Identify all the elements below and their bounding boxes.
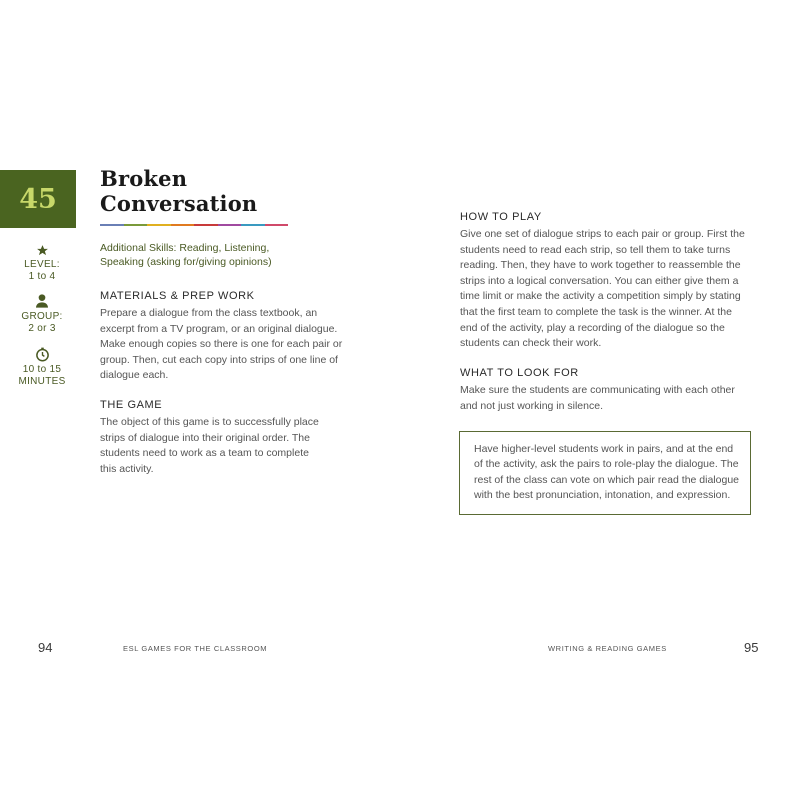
time-line-2: MINUTES (18, 376, 66, 387)
rule-segment (100, 224, 124, 226)
rule-segment (241, 224, 265, 226)
rule-segment (218, 224, 242, 226)
look-for-body: Make sure the students are communicating with each other and not just working in silence. (460, 384, 735, 412)
activity-number: 45 (19, 183, 57, 215)
group-value: 2 or 3 (28, 323, 56, 334)
title-line-2: Conversation (100, 191, 258, 216)
right-running-head: WRITING & READING GAMES (548, 644, 667, 653)
star-icon (36, 244, 49, 257)
level-value: 1 to 4 (28, 271, 56, 282)
activity-number-badge (0, 170, 76, 228)
materials-body: Prepare a dialogue from the class textbook, an excerpt from a TV program, or an original dialogue. Make enough copies so there is one for each pair or group. Then, cut each copy into strips of one line of dialogue each. (100, 307, 343, 382)
clock-icon (35, 347, 50, 362)
game-heading: THE GAME (100, 399, 163, 411)
tip-box: Have higher-level students work in pairs, and at the end of the activity, ask the pairs to role-play the dialogue. The rest of the class can vote on which pair read the dialogue with the best pronunciation, intonation, and expression. (459, 431, 751, 515)
left-page-number: 94 (38, 640, 53, 655)
level-info (0, 244, 84, 283)
person-icon (34, 293, 50, 309)
additional-skills: Additional Skills: Reading, Listening, Speaking (asking for/giving opinions) (100, 242, 272, 268)
time-line-1: 10 to 15 (22, 364, 62, 375)
rule-segment (171, 224, 195, 226)
level-label: LEVEL: (24, 259, 60, 270)
right-page-number: 95 (744, 640, 759, 655)
how-to-play-body: Give one set of dialogue strips to each pair or group. First the students need to read each strip, so tell them to take turns reading. Then, they have to work together to reassemble the strips into a logical conversation. You can either give them a time limit or make the activity a competition simply by stating that the first team to complete the task is the winner. At the end of the activity, play a recording of the dialogue so the students can check their work. (460, 228, 745, 350)
left-running-head: ESL GAMES FOR THE CLASSROOM (123, 644, 268, 653)
rule-segment (194, 224, 218, 226)
activity-title (100, 166, 257, 216)
look-for-heading: WHAT TO LOOK FOR (460, 367, 579, 379)
title-color-rule (100, 224, 288, 226)
rule-segment (147, 224, 171, 226)
title-line-1: Broken (100, 166, 188, 191)
group-info (0, 293, 84, 335)
game-body: The object of this game is to successfully place strips of dialogue into their original order. The students need to work as a team to complete this activity. (100, 416, 319, 475)
group-label: GROUP: (21, 311, 63, 322)
materials-heading: MATERIALS & PREP WORK (100, 290, 255, 302)
time-info (0, 347, 84, 388)
how-to-play-heading: HOW TO PLAY (460, 211, 542, 223)
rule-segment (124, 224, 148, 226)
rule-segment (265, 224, 289, 226)
